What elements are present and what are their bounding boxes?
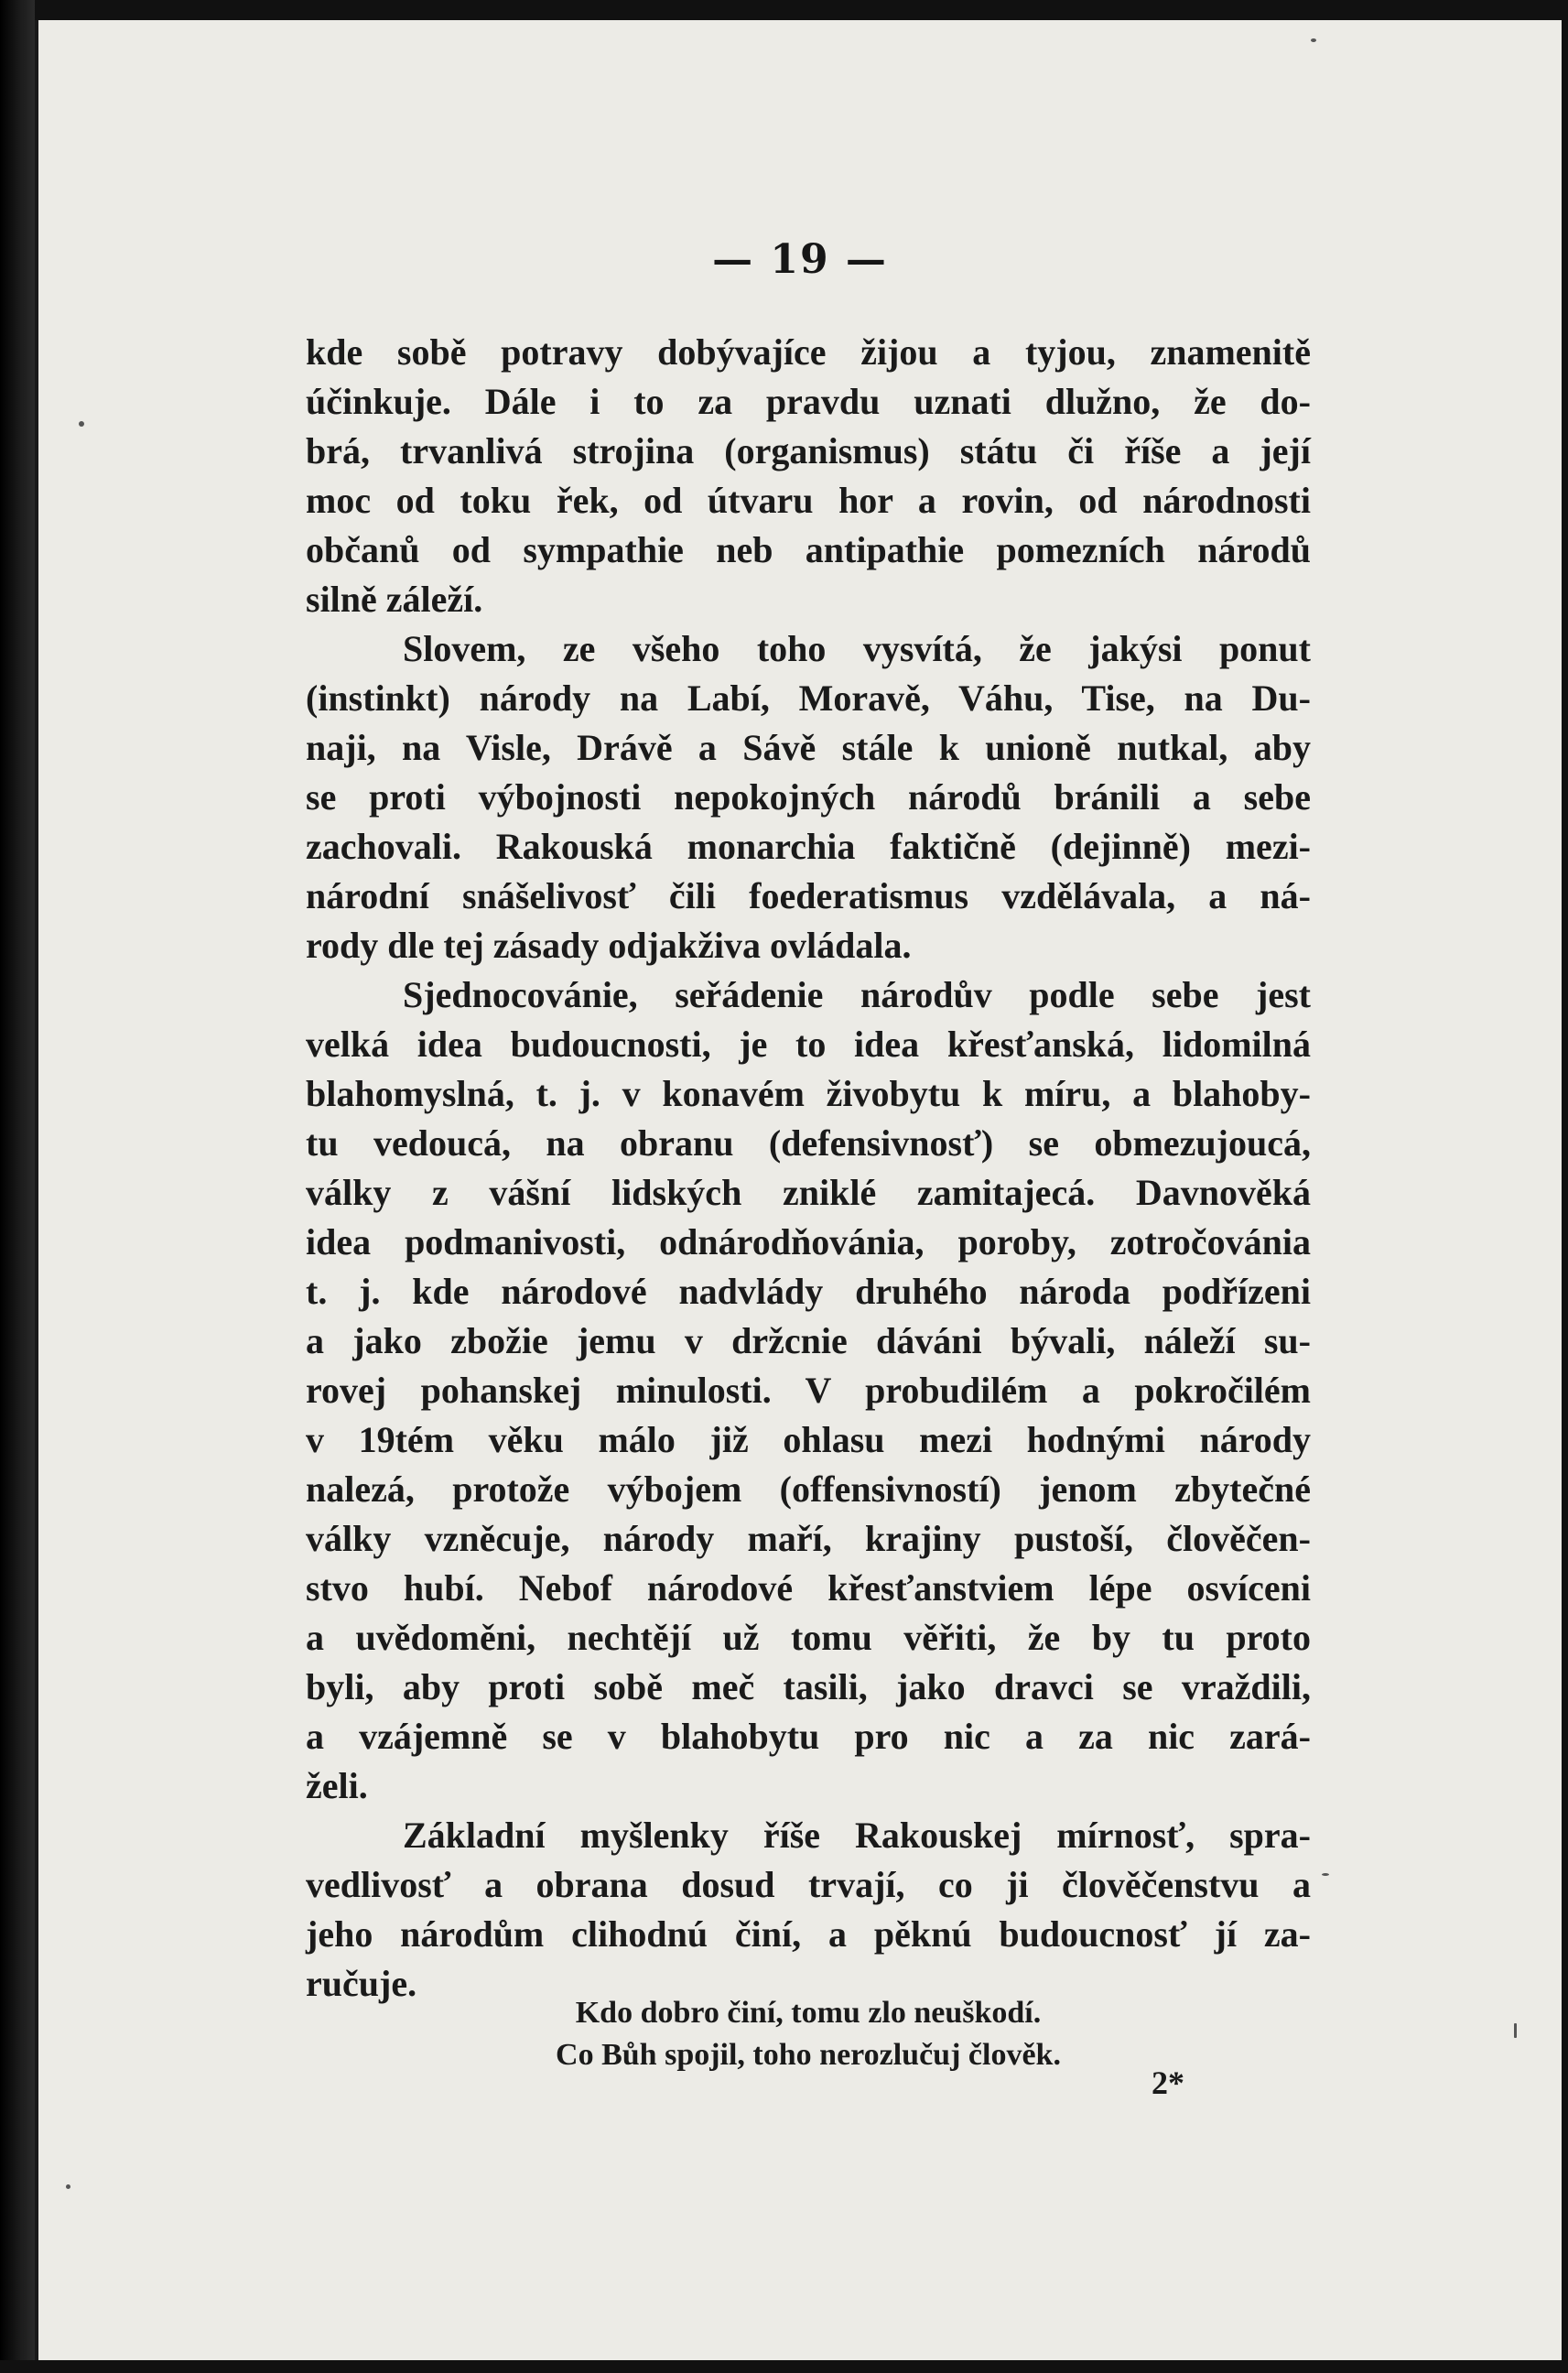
text-line: se proti výbojnosti nepokojných národů bránili a sebe xyxy=(306,776,1311,818)
text-line: národní snášelivosť čili foederatismus vzdělávala, a ná- xyxy=(306,875,1311,916)
text-line: naji, na Visle, Drávě a Sávě stále k unioně nutkal, aby xyxy=(306,727,1311,768)
text-line: ručuje. xyxy=(306,1963,417,2004)
text-line: byli, aby proti sobě meč tasili, jako dravci se vraždili, xyxy=(306,1666,1311,1707)
text-line: v 19tém věku málo již ohlasu mezi hodnými národy xyxy=(306,1419,1311,1460)
text-line: brá, trvanlivá strojina (organismus) státu či říše a její xyxy=(306,430,1311,471)
text-line: Slovem, ze všeho toho vysvítá, že jakýsi ponut xyxy=(403,628,1311,669)
scan-speck xyxy=(66,2184,70,2189)
text-line: rody dle tej zásady odjakživa ovládala. xyxy=(306,925,912,966)
text-line: moc od toku řek, od útvaru hor a rovin, od národnosti xyxy=(306,480,1311,521)
text-line: občanů od sympathie neb antipathie pomezních národů xyxy=(306,529,1311,570)
motto-line: Kdo dobro činí, tomu zlo neuškodí. xyxy=(575,1996,1042,2030)
scan-top-border xyxy=(0,0,1568,20)
text-line: války vzněcuje, národy maří, krajiny pustoší, člověčen- xyxy=(306,1518,1311,1559)
text-line: idea podmanivosti, odnárodňovánia, poroby, zotročovánia xyxy=(306,1221,1311,1262)
signature-mark: 2* xyxy=(1152,2064,1184,2101)
page-number: — 19 — xyxy=(712,236,888,283)
scan-speck xyxy=(1322,1873,1329,1876)
text-line: Sjednocovánie, seřádenie národův podle sebe jest xyxy=(403,974,1311,1015)
text-line: jeho národům clihodnú činí, a pěknú budoucnosť jí za- xyxy=(306,1913,1311,1955)
text-line: velká idea budoucnosti, je to idea křesťanská, lidomilná xyxy=(306,1024,1311,1065)
text-line: války z vášní lidských zniklé zamitajecá. Davnověká xyxy=(306,1172,1311,1213)
scan-speck xyxy=(1514,2023,1517,2038)
scan-speck xyxy=(1311,38,1316,42)
text-line: želi. xyxy=(306,1765,368,1806)
text-line: stvo hubí. Nebof národové křesťanstviem lépe osvíceni xyxy=(306,1567,1311,1609)
text-line: tu vedoucá, na obranu (defensivnosť) se obmezujoucá, xyxy=(306,1122,1311,1164)
text-line: Základní myšlenky říše Rakouskej mírnosť, spra- xyxy=(403,1815,1311,1856)
scan-left-border xyxy=(0,0,35,2373)
text-line: t. j. kde národové nadvlády druhého národa podřízeni xyxy=(306,1271,1311,1312)
motto-line: Co Bůh spojil, toho nerozlučuj člověk. xyxy=(556,2038,1061,2072)
text-line: vedlivosť a obrana dosud trvají, co ji člověčenstvu a xyxy=(306,1864,1311,1905)
text-line: kde sobě potravy dobývajíce žijou a tyjou, znamenitě xyxy=(306,331,1311,373)
text-line: a jako zbožie jemu v držcnie dáváni bývali, náleží su- xyxy=(306,1320,1311,1361)
scan-bottom-border xyxy=(0,2360,1568,2373)
text-line: silně záleží. xyxy=(306,579,483,620)
text-line: účinkuje. Dále i to za pravdu uznati dlužno, že do- xyxy=(306,381,1311,422)
text-line: blahomyslná, t. j. v konavém živobytu k míru, a blahoby- xyxy=(306,1073,1311,1114)
text-line: (instinkt) národy na Labí, Moravě, Váhu, Tise, na Du- xyxy=(306,677,1311,719)
text-line: a uvědoměni, nechtějí už tomu věřiti, že by tu proto xyxy=(306,1617,1311,1658)
scan-speck xyxy=(79,421,84,427)
text-line: zachovali. Rakouská monarchia faktičně (dejinně) mezi- xyxy=(306,826,1311,867)
text-line: nalezá, protože výbojem (offensivností) jenom zbytečné xyxy=(306,1468,1311,1510)
book-page xyxy=(35,20,1562,2360)
body-text xyxy=(306,328,1311,2009)
text-line: a vzájemně se v blahobytu pro nic a za nic zará- xyxy=(306,1716,1311,1757)
text-line: rovej pohanskej minulosti. V probudilém a pokročilém xyxy=(306,1370,1311,1411)
